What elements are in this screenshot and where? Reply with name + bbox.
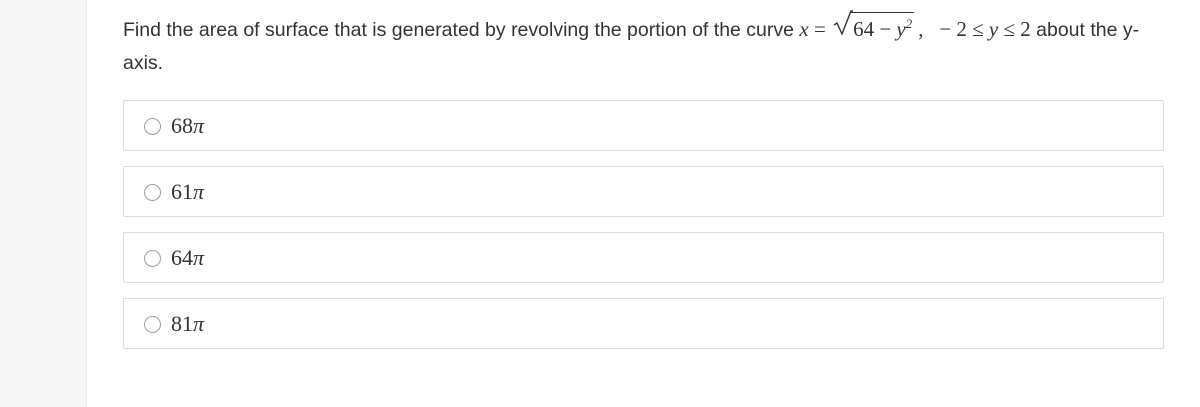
question-prefix: Find the area of surface that is generated by revolving the portion of the curve [123, 19, 800, 41]
radio-button[interactable] [144, 316, 161, 333]
range-lhs: − 2 ≤ [939, 17, 984, 41]
radio-button[interactable] [144, 250, 161, 267]
square-root [833, 12, 914, 46]
answer-option-1[interactable] [123, 100, 1164, 151]
answer-value: 64 [171, 245, 193, 270]
answer-option-3[interactable] [123, 232, 1164, 283]
left-gutter [0, 0, 87, 407]
radicand [851, 12, 914, 40]
pi-symbol: π [193, 113, 205, 138]
answer-label [171, 179, 204, 205]
pi-symbol: π [193, 245, 205, 270]
answer-value: 61 [171, 179, 193, 204]
pi-symbol: π [193, 311, 205, 336]
radicand-var: y [896, 17, 906, 41]
range-rhs: ≤ 2 [1003, 17, 1031, 41]
math-comma: , [918, 17, 924, 41]
answer-label [171, 113, 204, 139]
radio-button[interactable] [144, 118, 161, 135]
curve-equation [799, 17, 1030, 41]
math-var-x: x [799, 17, 809, 41]
pi-symbol: π [193, 179, 205, 204]
answer-value: 81 [171, 311, 193, 336]
answer-value: 68 [171, 113, 193, 138]
range-var: y [988, 17, 999, 41]
radical-sign-icon [833, 10, 853, 36]
question-suffix: about the y-axis. [123, 19, 1140, 74]
answer-options [123, 100, 1164, 364]
math-equals: = [813, 17, 826, 41]
radicand-number: 64 [853, 17, 875, 41]
answer-label [171, 311, 204, 337]
radicand-exponent: 2 [905, 16, 913, 31]
answer-option-4[interactable] [123, 298, 1164, 349]
answer-option-2[interactable] [123, 166, 1164, 217]
answer-label [171, 245, 204, 271]
radicand-minus: − [879, 17, 892, 41]
question-text [123, 12, 1173, 80]
radio-button[interactable] [144, 184, 161, 201]
